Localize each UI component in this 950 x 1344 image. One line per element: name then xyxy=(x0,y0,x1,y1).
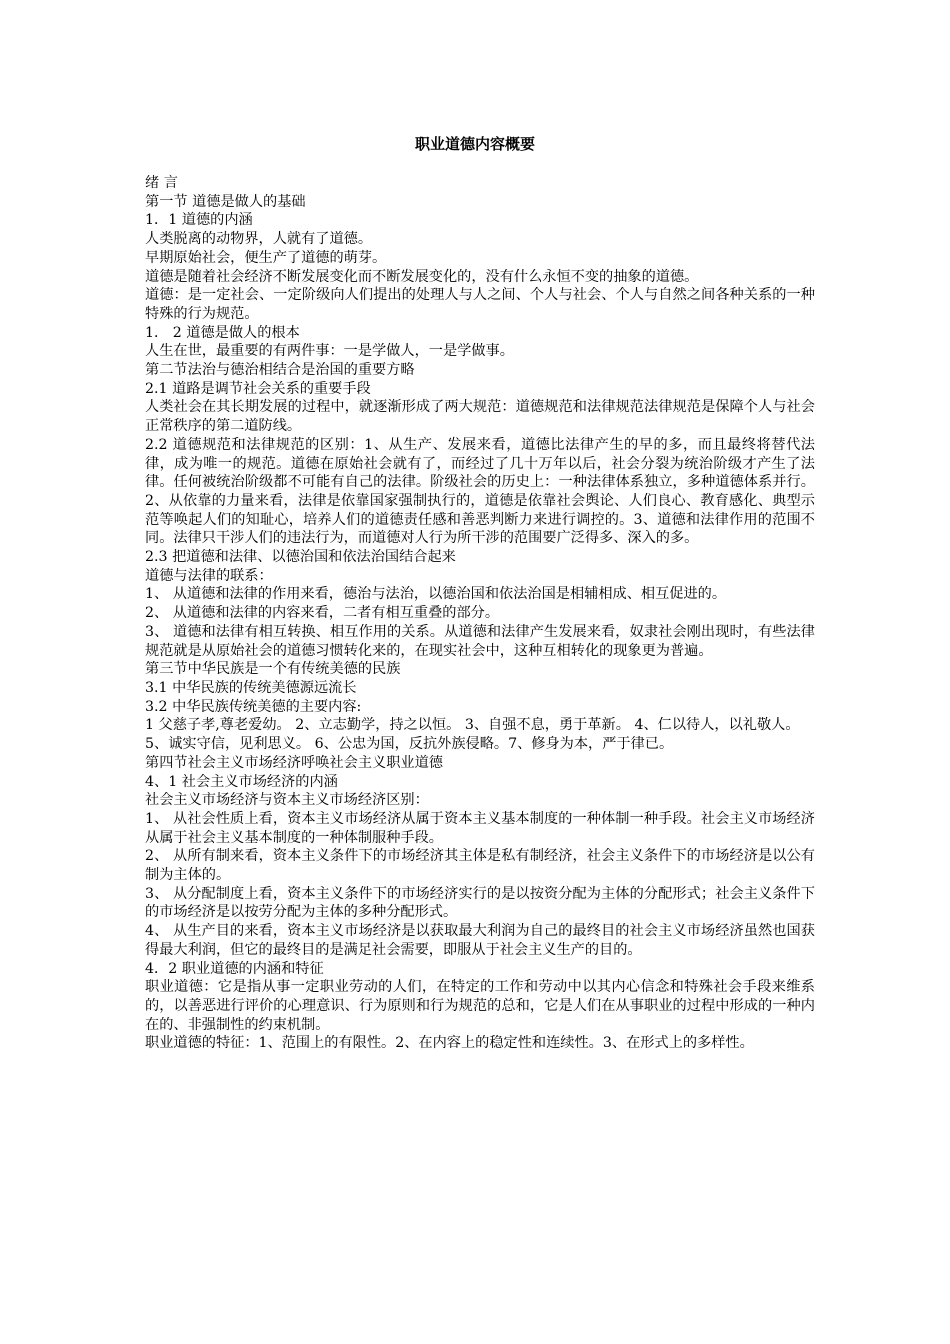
body-paragraph: 5、诚实守信，见利思义。 6、公忠为国，反抗外族侵略。7、修身为本，严于律已。 xyxy=(145,736,674,753)
document-title: 职业道德内容概要 xyxy=(414,135,535,153)
body-paragraph: 第二节法治与德治相结合是治国的重要方略 xyxy=(145,362,415,379)
body-paragraph: 职业道德的特征：1、范围上的有限性。2、在内容上的稳定性和连续性。3、在形式上的多样性。 xyxy=(145,1035,754,1052)
body-paragraph: 第四节社会主义市场经济呼唤社会主义职业道德 xyxy=(145,754,443,771)
body-paragraph: 社会主义市场经济与资本主义市场经济区别： xyxy=(145,792,429,809)
body-paragraph: 道德是随着社会经济不断发展变化而不断发展变化的，没有什么永恒不变的抽象的道德。 xyxy=(145,268,699,285)
body-paragraph: 1、 从道德和法律的作用来看，德治与法治，以德治国和依法治国是相辅相成、相互促进的。 xyxy=(145,586,727,603)
body-paragraph: 3、 从分配制度上看，资本主义条件下的市场经济实行的是以按资分配为主体的分配形式；社会主义条件下的市场经济是以按劳分配为主体的多种分配形式。 xyxy=(145,885,815,921)
body-paragraph: 2、 从道德和法律的内容来看，二者有相互重叠的部分。 xyxy=(145,605,500,622)
body-paragraph: 第三节中华民族是一个有传统美德的民族 xyxy=(145,661,401,678)
body-paragraph: 道德与法律的联系： xyxy=(145,567,273,584)
body-paragraph: 1 父慈子孝,尊老爱幼。 2、立志勤学，持之以恒。 3、自强不息，勇于革新。 4、仁以待人，以礼敬人。 xyxy=(145,717,800,734)
body-paragraph: 3.2 中华民族传统美德的主要内容: xyxy=(145,698,362,715)
body-paragraph: 绪 言 xyxy=(145,175,178,191)
body-paragraph: 1． 2 道德是做人的根本 xyxy=(145,324,300,341)
body-paragraph: 人生在世，最重要的有两件事：一是学做人，一是学做事。 xyxy=(145,343,514,360)
body-paragraph: 人类脱离的动物界，人就有了道德。 xyxy=(145,231,373,248)
body-paragraph: 3、 道德和法律有相互转换、相互作用的关系。从道德和法律产生发展来看，奴隶社会刚出现时，有些法律规范就是从原始社会的道德习惯转化来的，在现实社会中，这种互相转化的现象更为普遍。 xyxy=(145,623,815,659)
body-paragraph: 2.1 道路是调节社会关系的重要手段 xyxy=(145,380,371,397)
document-body xyxy=(145,174,815,1053)
body-paragraph: 2、 从所有制来看，资本主义条件下的市场经济其主体是私有制经济，社会主义条件下的市场经济是以公有制为主体的。 xyxy=(145,848,815,884)
body-paragraph: 4、 从生产目的来看，资本主义市场经济是以获取最大利润为自己的最终目的社会主义市场经济虽然也国获得最大利润，但它的最终目的是满足社会需要，即服从于社会主义生产的目的。 xyxy=(145,923,815,958)
body-paragraph: 2.3 把道德和法律、以德治国和依法治国结合起来 xyxy=(145,549,456,566)
body-paragraph: 4、1 社会主义市场经济的内涵 xyxy=(145,773,338,790)
body-paragraph: 第一节 道德是做人的基础 xyxy=(145,193,306,210)
body-paragraph: 1．1 道德的内涵 xyxy=(145,212,253,229)
body-paragraph: 人类社会在其长期发展的过程中，就逐渐形成了两大规范：道德规范和法律规范法律规范是保障个人与社会正常秩序的第二道防线。 xyxy=(145,399,815,435)
body-paragraph: 3.1 中华民族的传统美德源远流长 xyxy=(145,679,357,696)
body-paragraph: 1、 从社会性质上看，资本主义市场经济从属于资本主义基本制度的一种体制一种手段。社会主义市场经济从属于社会主义基本制度的一种体制服种手段。 xyxy=(145,810,815,846)
body-paragraph: 早期原始社会，便生产了道德的萌芽。 xyxy=(145,249,387,266)
body-paragraph: 4．2 职业道德的内涵和特征 xyxy=(145,960,324,977)
body-paragraph: 职业道德：它是指从事一定职业劳动的人们，在特定的工作和劳动中以其内心信念和特殊社会手段来维系的，以善恶进行评价的心理意识、行为原则和行为规范的总和，它是人们在从事职业的过程中形成的一种内在的、非强制性的约束机制。 xyxy=(145,979,815,1033)
body-paragraph: 道德：是一定社会、一定阶级向人们提出的处理人与人之间、个人与社会、个人与自然之间各种关系的一种特殊的行为规范。 xyxy=(145,287,815,322)
body-paragraph: 2.2 道德规范和法律规范的区别：1、从生产、发展来看，道德比法律产生的早的多，而且最终将替代法律，成为唯一的规范。道德在原始社会就有了，而经过了几十万年以后，社会分裂为统治阶级才产生了法律。任何被统治阶级都不可能有自己的法律。阶级社会的历史上：一种法律体系独立，多种道德体系并行。2、从依靠的力量来看，法律是依靠国家强制执行的，道德是依靠社会舆论、人们良心、教育感化、典型示范等唤起人们的知耻心，培养人们的道德责任感和善恶判断力来进行调控的。3、道德和法律作用的范围不同。法律只干涉人们的违法行为，而道德对人行为所干涉的范围要广泛得多、深入的多。 xyxy=(145,436,815,547)
